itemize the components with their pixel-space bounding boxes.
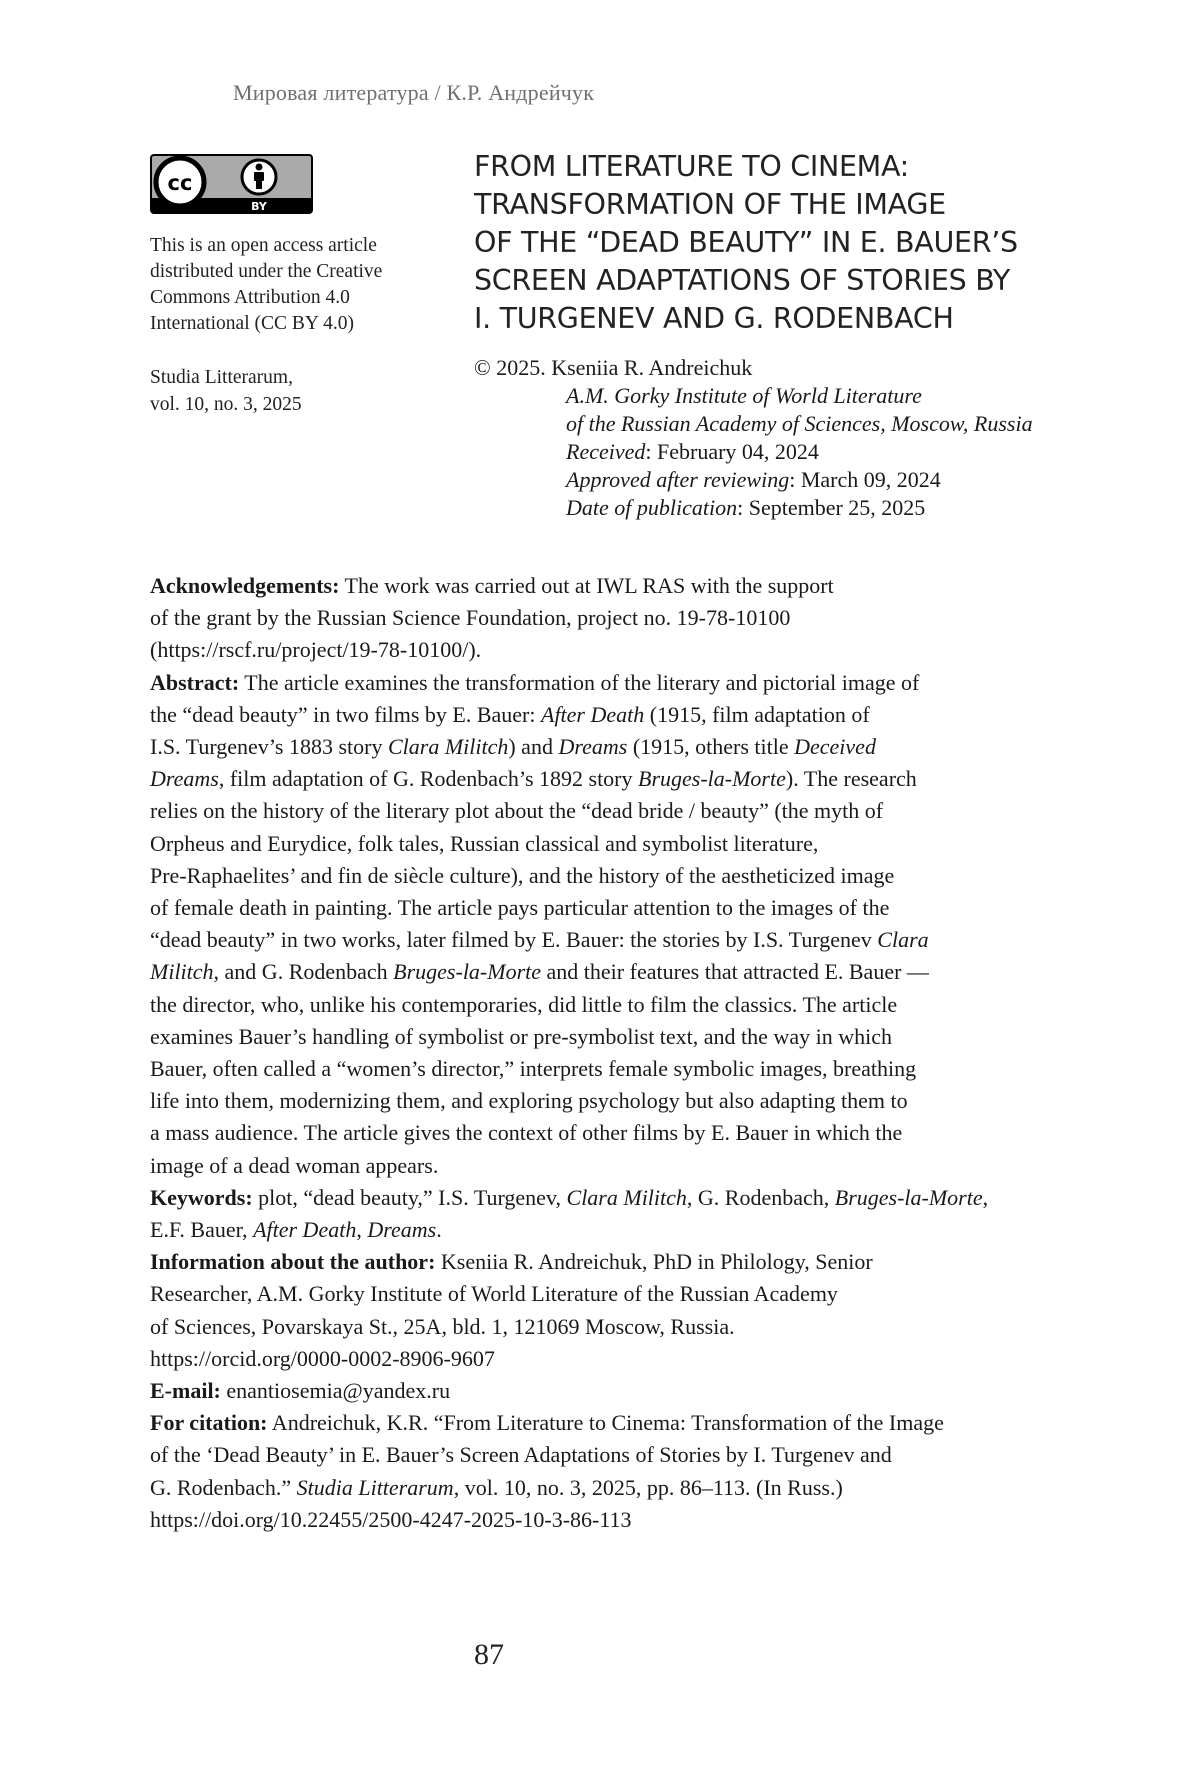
citation-label: For citation:	[150, 1410, 268, 1436]
email-label: E-mail:	[150, 1378, 221, 1404]
acknowledgements: Acknowledgements: The work was carried out at IWL RAS with the support of the grant by the Russian Science Foundation, project no. 19-78-10100 (https://rscf.ru/project/19-78-10100/).	[150, 570, 1100, 667]
title-line: TRANSFORMATION OF THE IMAGE	[474, 188, 946, 221]
title-line: SCREEN ADAPTATIONS OF STORIES BY	[474, 264, 1010, 297]
keywords: Keywords: plot, “dead beauty,” I.S. Turgenev, Clara Militch, G. Rodenbach, Bruges-la-Morte, E.F. Bauer, After Death, Dreams.	[150, 1184, 989, 1243]
email	[150, 1375, 1100, 1407]
title-line: OF THE “DEAD BEAUTY” IN E. BAUER’S	[474, 226, 1018, 259]
cc-icon-label: cc	[167, 171, 193, 195]
license-text: This is an open access article distributed under the Creative Commons Attribution 4.0 International (CC BY 4.0)	[150, 235, 383, 334]
abstract: Abstract: The article examines the transformation of the literary and pictorial image of the “dead beauty” in two films by E. Bauer: After Death (1915, film adaptation of I.S. Turgenev’s 1883 story Clara Militch) and Dreams (1915, others title Deceived Dreams, film adaptation of G. Rodenbach’s 1892 story Bruges-la-Morte). The research relies on the history of the literary plot about the “dead bride / beauty” (the myth of Orpheus and Eurydice, folk tales, Russian classical and symbolist literature, Pre-Raphaelites’ and fin de siècle culture), and the history of the aestheticized image of female death in painting. The article pays particular attention to the images of the “dead beauty” in two works, later filmed by E. Bauer: the stories by I.S. Turgenev Clara Militch, and G. Rodenbach Bruges-la-Morte and their features that attracted E. Bauer — the director, who, unlike his contemporaries, did little to film the classics. The article examines Bauer’s handling of symbolist or pre-symbolist text, and the way in which Bauer, often called a “women’s director,” interprets female symbolic images, breathing life into them, modernizing them, and exploring psychology but also adapting them to a mass audience. The article gives the context of other films by E. Bauer in which the image of a dead woman appears.	[150, 669, 929, 1178]
approved-date: Approved after reviewing: March 09, 2024	[566, 467, 941, 492]
orcid-link[interactable]: https://orcid.org/0000-0002-8906-9607	[150, 1345, 495, 1371]
citation: For citation: Andreichuk, K.R. “From Literature to Cinema: Transformation of the Image of the ‘Dead Beauty’ in E. Bauer’s Screen Adaptations of Stories by I. Turgenev and G. Rodenbach.” Studia Litterarum, vol. 10, no. 3, 2025, pp. 86–113. (In Russ.) https://doi.org/10.22455/2500-4247-2025-10-3-86-113	[150, 1407, 1100, 1536]
cc-by-license-badge	[150, 154, 313, 214]
journal-name: Studia Litterarum,	[150, 367, 293, 388]
title-line: FROM LITERATURE TO CINEMA:	[474, 150, 909, 183]
keywords-label: Keywords:	[150, 1184, 253, 1210]
article-title	[474, 148, 1114, 338]
page-number: 87	[474, 1638, 504, 1671]
running-header: Мировая литература / К.Р. Андрейчук	[233, 80, 595, 105]
article-meta	[474, 354, 1114, 522]
rscf-link[interactable]: (https://rscf.ru/project/19-78-10100/).	[150, 637, 482, 663]
by-label: BY	[251, 200, 267, 213]
doi-link[interactable]: https://doi.org/10.22455/2500-4247-2025-10-3-86-113	[150, 1506, 632, 1532]
article-front-matter	[150, 570, 1100, 1536]
author-info-label: Information about the author:	[150, 1249, 436, 1275]
affiliation-line: A.M. Gorky Institute of World Literature	[566, 383, 922, 408]
title-line: I. TURGENEV AND G. RODENBACH	[474, 302, 954, 335]
author-information: Information about the author: Kseniia R. Andreichuk, PhD in Philology, Senior Researcher, A.M. Gorky Institute of World Literature of the Russian Academy of Sciences, Povarskaya St., 25A, bld. 1, 121069 Moscow, Russia. https://orcid.org/0000-0002-8906-9607	[150, 1246, 1100, 1375]
publication-date: Date of publication: September 25, 2025	[566, 495, 926, 520]
copyright-line: © 2025. Kseniia R. Andreichuk	[474, 355, 753, 380]
acknowledgements-label: Acknowledgements:	[150, 573, 340, 598]
affiliation-line: of the Russian Academy of Sciences, Moscow, Russia	[566, 411, 1033, 436]
received-date: Received: February 04, 2024	[566, 439, 819, 464]
journal-issue: vol. 10, no. 3, 2025	[150, 394, 302, 415]
journal-reference	[150, 364, 420, 418]
abstract-label: Abstract:	[150, 669, 240, 695]
email-address[interactable]: enantiosemia@yandex.ru	[220, 1378, 451, 1404]
